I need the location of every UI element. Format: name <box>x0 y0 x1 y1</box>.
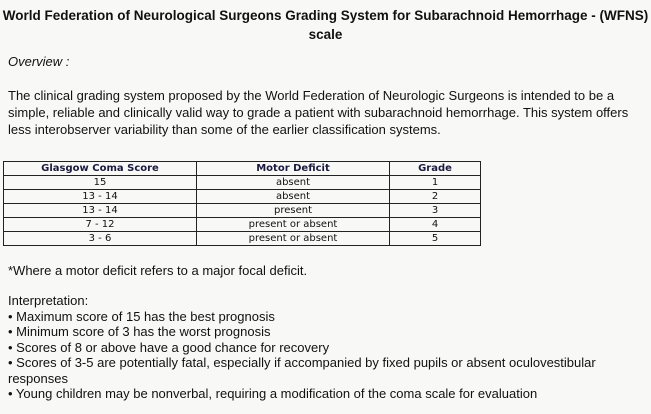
overview-heading: Overview : <box>8 54 70 69</box>
table-row <box>4 232 481 246</box>
gcs-cell: 13 - 14 <box>4 190 197 204</box>
motor-deficit-cell: present or absent <box>197 218 390 232</box>
header-grade: Grade <box>390 162 481 176</box>
wfns-grade-table <box>3 161 481 246</box>
table-row <box>4 190 481 204</box>
interpretation-heading: Interpretation: <box>8 293 89 308</box>
gcs-cell: 15 <box>4 176 197 190</box>
motor-deficit-cell: present or absent <box>197 232 390 246</box>
grade-cell: 5 <box>390 232 481 246</box>
list-item: • Scores of 8 or above have a good chance for recovery <box>8 339 330 355</box>
grade-cell: 2 <box>390 190 481 204</box>
list-item: • Maximum score of 15 has the best prognosis <box>8 308 275 324</box>
header-gcs: Glasgow Coma Score <box>4 162 197 176</box>
table-row <box>4 204 481 218</box>
grade-cell: 1 <box>390 176 481 190</box>
table-row <box>4 176 481 190</box>
gcs-cell: 13 - 14 <box>4 204 197 218</box>
motor-deficit-cell: present <box>197 204 390 218</box>
interpretation-section <box>8 293 648 402</box>
motor-deficit-cell: absent <box>197 176 390 190</box>
grade-cell: 3 <box>390 204 481 218</box>
gcs-cell: 7 - 12 <box>4 218 197 232</box>
list-item: • Scores of 3-5 are potentially fatal, especially if accompanied by fixed pupils or absent oculovestibular responses <box>8 355 596 386</box>
footnote: *Where a motor deficit refers to a major focal deficit. <box>8 263 308 278</box>
list-item: • Minimum score of 3 has the worst prognosis <box>8 324 271 339</box>
overview-paragraph: The clinical grading system proposed by the World Federation of Neurologic Surgeons is intended to be a simple, reliable and clinically valid way to grade a patient with subarachnoid hemorrhage. This system offers less interobserver variability than some of the earlier classification systems. <box>8 88 629 137</box>
grade-cell: 4 <box>390 218 481 232</box>
list-item: • Young children may be nonverbal, requiring a modification of the coma scale for evaluation <box>8 386 538 401</box>
header-motor-deficit: Motor Deficit <box>197 162 390 176</box>
table-row <box>4 218 481 232</box>
page-title: World Federation of Neurological Surgeons Grading System for Subarachnoid Hemorrhage - (WFNS) scale <box>2 8 649 42</box>
gcs-cell: 3 - 6 <box>4 232 197 246</box>
table-header-row <box>4 162 481 176</box>
motor-deficit-cell: absent <box>197 190 390 204</box>
